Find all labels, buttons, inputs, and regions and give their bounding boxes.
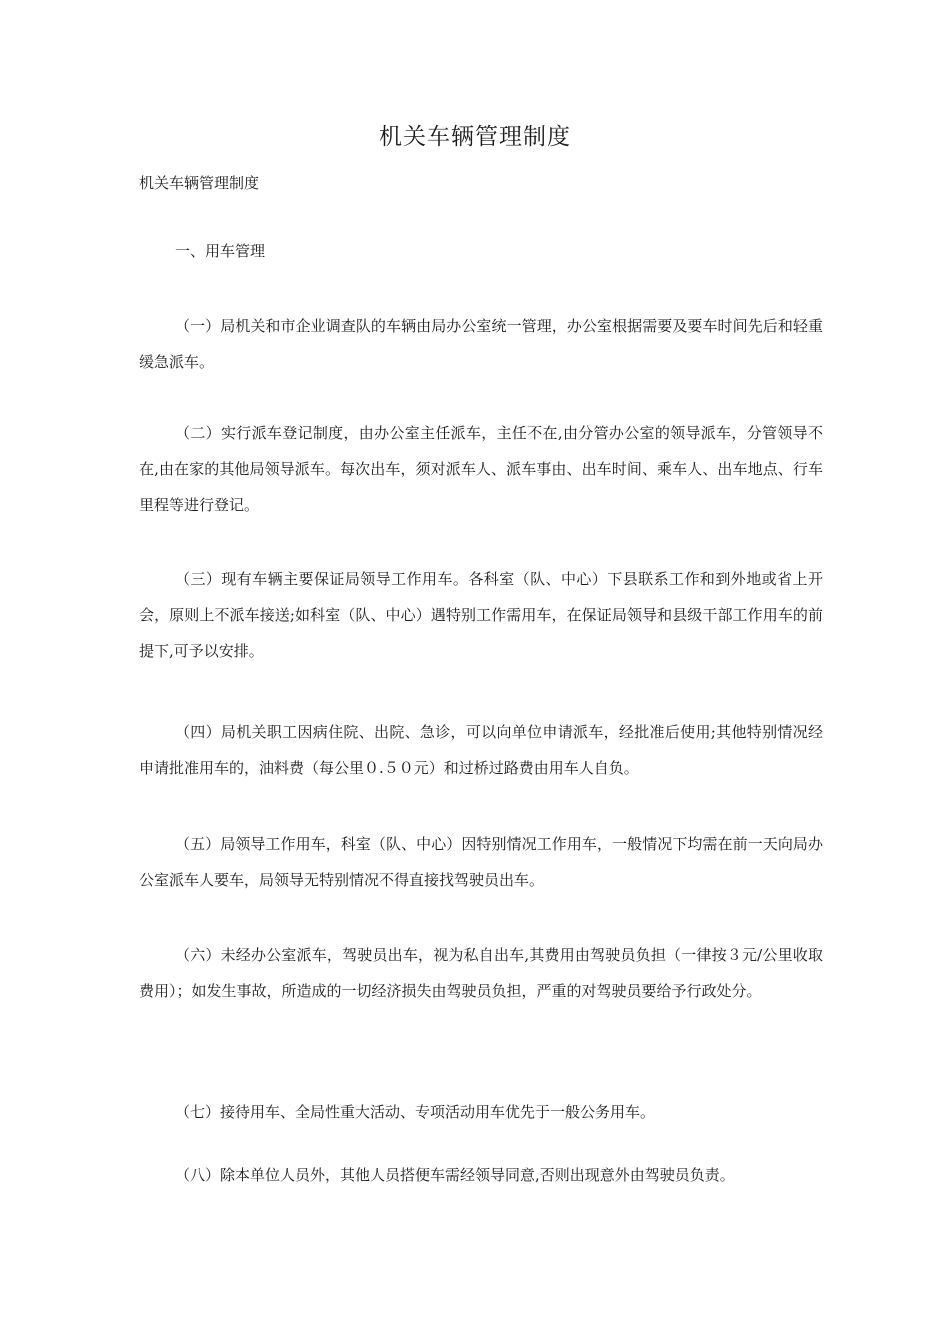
paragraph: （八）除本单位人员外，其他人员搭便车需经领导同意,否则出现意外由驾驶员负责。	[175, 1166, 735, 1184]
paragraph: （三）现有车辆主要保证局领导工作用车。各科室（队、中心）下县联系工作和到外地或省上开会，原则上不派车接送;如科室（队、中心）遇特别工作需用车，在保证局领导和县级干部工作用车的前提下,可予以安排。	[139, 570, 823, 660]
paragraph: （一）局机关和市企业调查队的车辆由局办公室统一管理，办公室根据需要及要车时间先后和轻重缓急派车。	[139, 317, 823, 371]
paragraph: （四）局机关职工因病住院、出院、急诊，可以向单位申请派车，经批准后使用;其他特别情况经申请批准用车的，油料费（每公里０.５０元）和过桥过路费由用车人自负。	[139, 723, 823, 777]
document-subtitle: 机关车辆管理制度	[139, 174, 260, 192]
paragraph: （五）局领导工作用车，科室（队、中心）因特别情况工作用车，一般情况下均需在前一天向局办公室派车人要车，局领导无特别情况不得直接找驾驶员出车。	[139, 835, 823, 889]
paragraph: （二）实行派车登记制度，由办公室主任派车，主任不在,由分管办公室的领导派车，分管领导不在,由在家的其他局领导派车。每次出车，须对派车人、派车事由、出车时间、乘车人、出车地点、行车里程等进行登记。	[139, 424, 823, 514]
paragraph: （六）未经办公室派车，驾驶员出车，视为私自出车,其费用由驾驶员负担（一律按３元/公里收取费用）；如发生事故，所造成的一切经济损失由驾驶员负担，严重的对驾驶员要给予行政处分。	[139, 946, 823, 1000]
paragraph: （七）接待用车、全局性重大活动、专项活动用车优先于一般公务用车。	[175, 1103, 656, 1121]
document-title: 机关车辆管理制度	[379, 124, 571, 150]
section-heading: 一、用车管理	[175, 242, 266, 260]
